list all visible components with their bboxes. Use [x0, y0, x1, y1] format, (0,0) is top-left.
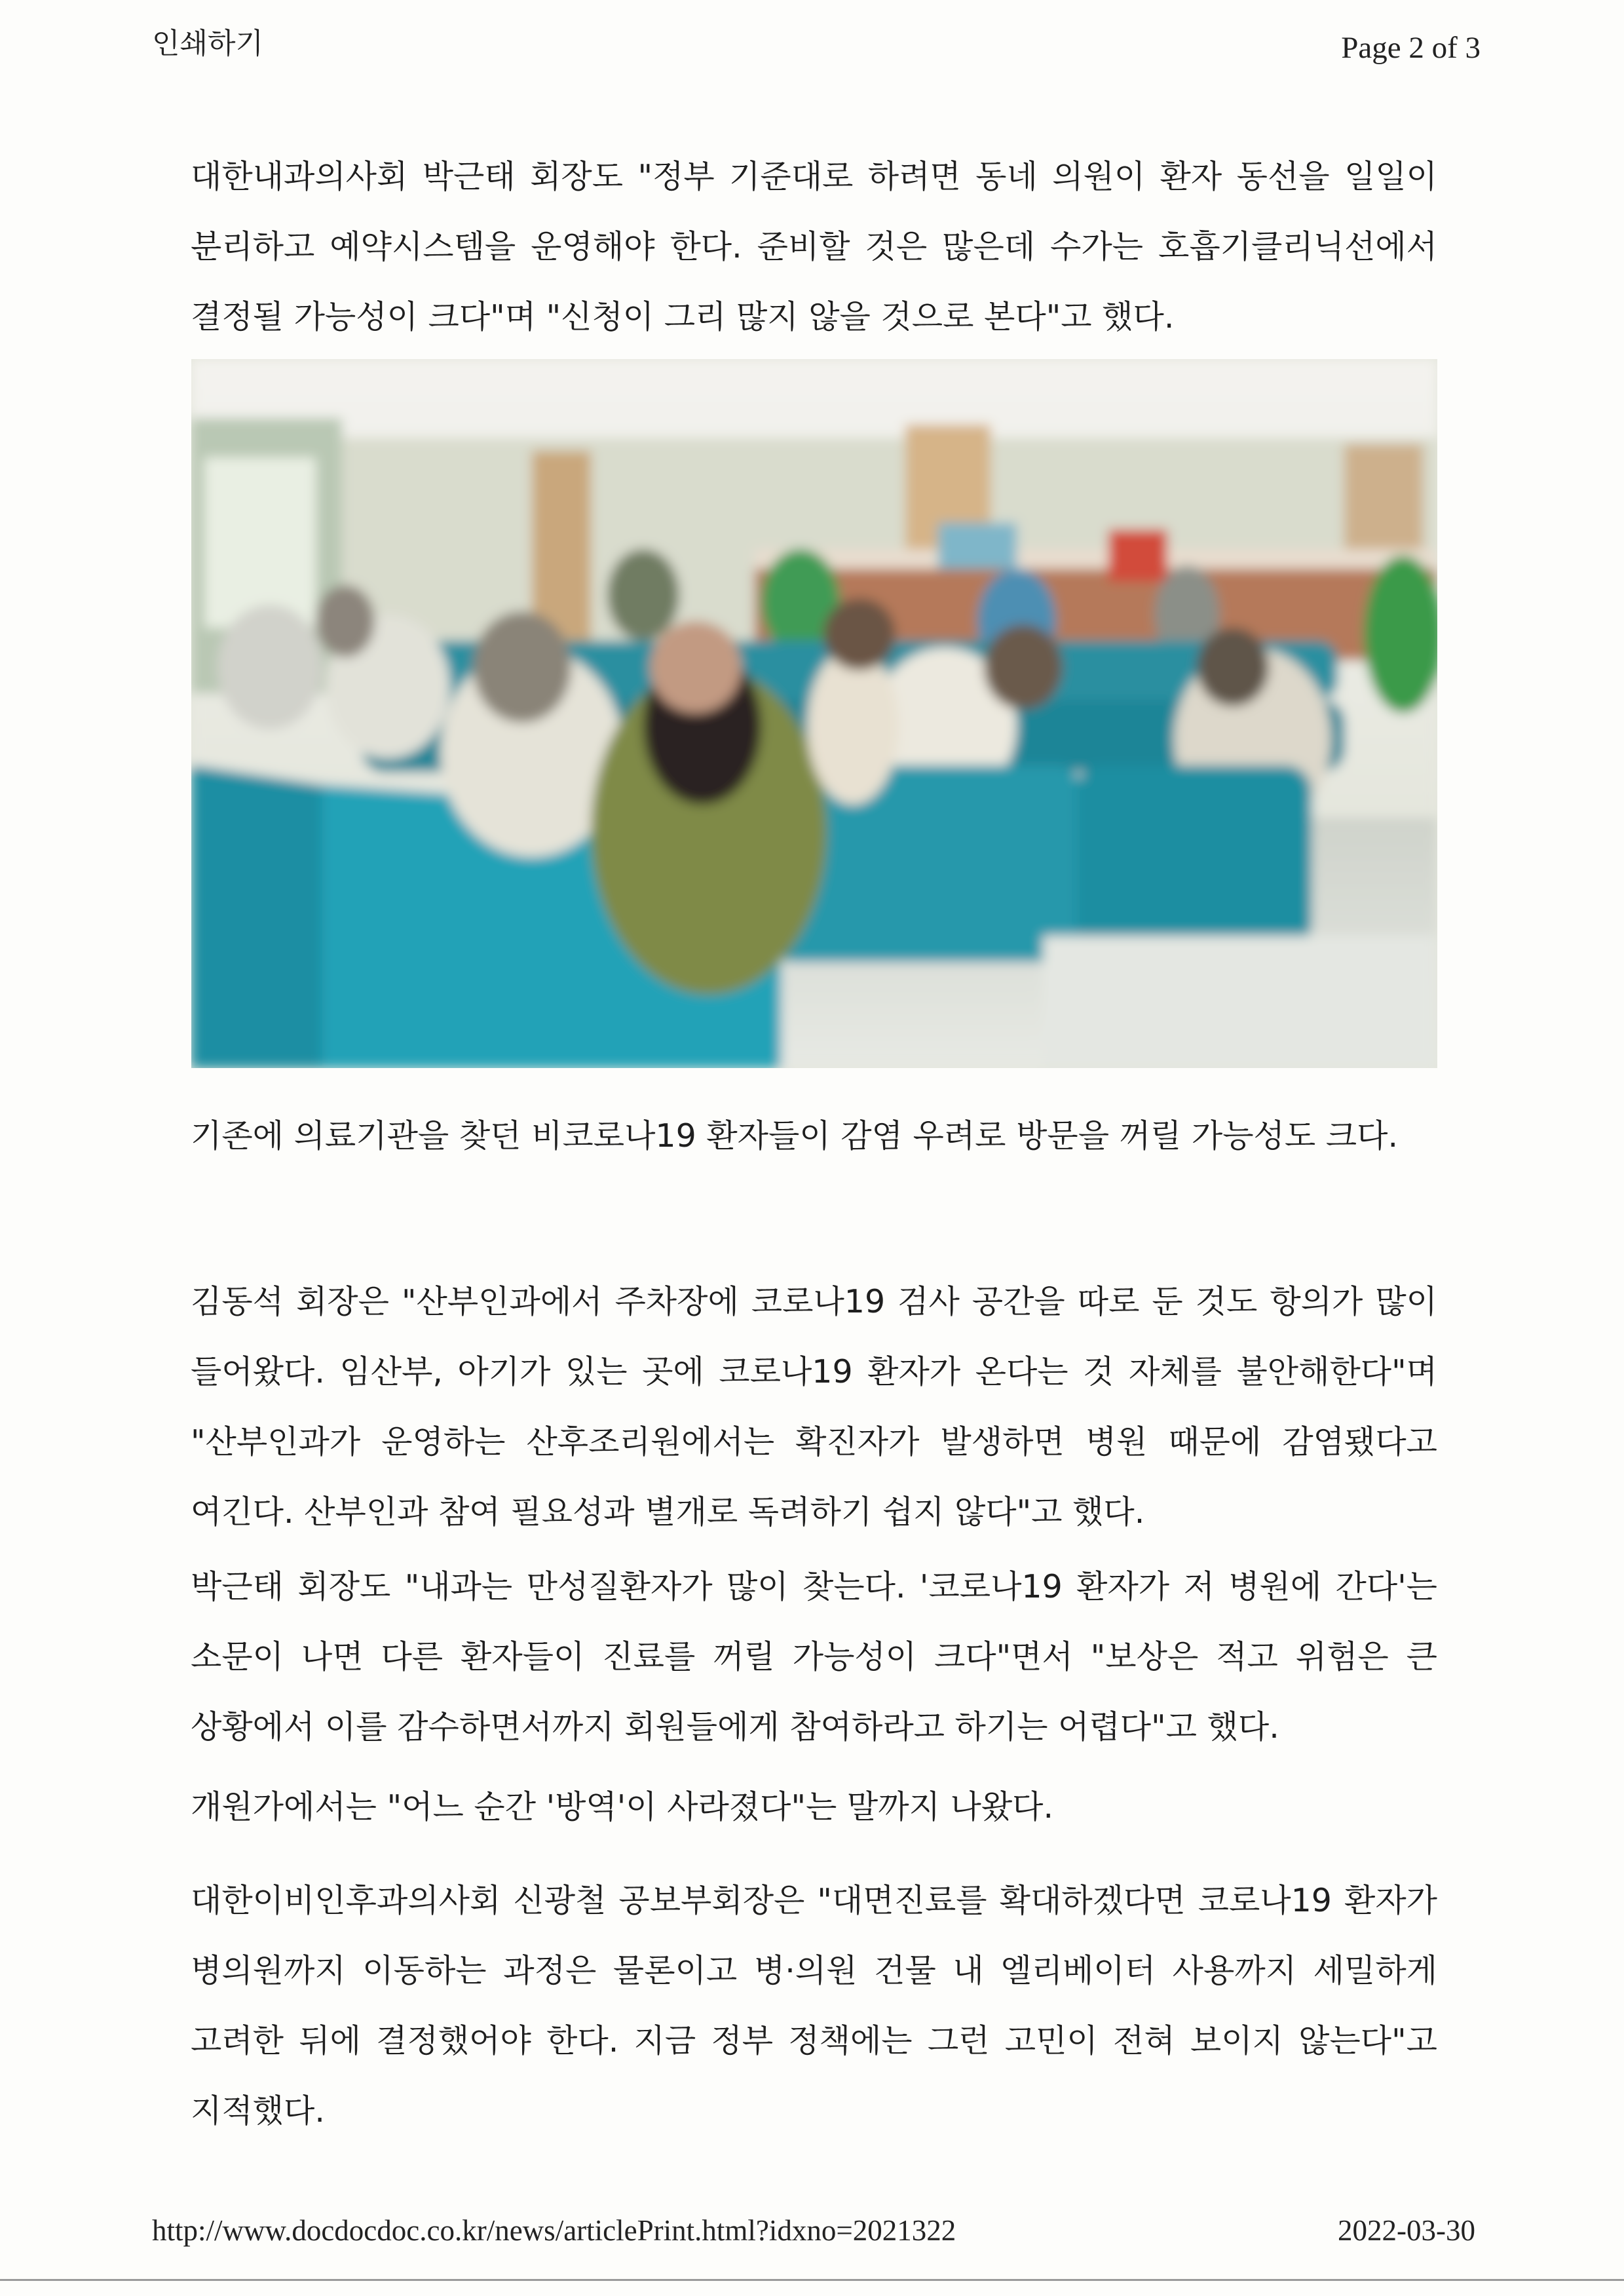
article-paragraph: 기존에 의료기관을 찾던 비코로나19 환자들이 감염 우려로 방문을 꺼릴 가능성도 크다. [191, 1117, 1399, 1155]
print-date: 2022-03-30 [1338, 2214, 1475, 2247]
article-paragraph: 대한이비인후과의사회 신광철 공보부회장은 "대면진료를 확대하겠다면 코로나19 환자가 병의원까지 이동하는 과정은 물론이고 병·의원 건물 내 엘리베이터 사용까지 세밀하게 고려한 뒤에 결정했어야 한다. 지금 정부 정책에는 그런 고민이 전혀 보이지 않는다"고 지적했다. [191, 1882, 1437, 2130]
article-paragraph: 대한내과의사회 박근태 회장도 "정부 기준대로 하려면 동네 의원이 환자 동선을 일일이 분리하고 예약시스템을 운영해야 한다. 준비할 것은 많은데 수가는 호흡기클리닉선에서 결정될 가능성이 크다"며 "신청이 그리 많지 않을 것으로 본다"고 했다. [191, 158, 1437, 335]
article-paragraph: 박근태 회장도 "내과는 만성질환자가 많이 찾는다. '코로나19 환자가 저 병원에 간다'는 소문이 나면 다른 환자들이 진료를 꺼릴 가능성이 크다"면서 "보상은 적고 위험은 큰 상황에서 이를 감수하면서까지 회원들에게 참여하라고 하기는 어렵다"고 했다. [191, 1568, 1437, 1746]
waiting-room-photo [191, 359, 1437, 1068]
article-paragraph: 김동석 회장은 "산부인과에서 주차장에 코로나19 검사 공간을 따로 둔 것도 항의가 많이 들어왔다. 임산부, 아기가 있는 곳에 코로나19 환자가 온다는 것 자체를 불안해한다"며 "산부인과가 운영하는 산후조리원에서는 확진자가 발생하면 병원 때문에 감염됐다고 여긴다. 산부인과 참여 필요성과 별개로 독려하기 쉽지 않다"고 했다. [191, 1283, 1437, 1531]
page-bottom-edge [0, 2279, 1624, 2281]
print-link[interactable]: 인쇄하기 [152, 27, 264, 60]
article-paragraph: 개원가에서는 "어느 순간 '방역'이 사라졌다"는 말까지 나왔다. [191, 1788, 1054, 1826]
page-number: Page 2 of 3 [1341, 31, 1481, 65]
article-url: http://www.docdocdoc.co.kr/news/articlePrint.html?idxno=2021322 [152, 2214, 956, 2247]
